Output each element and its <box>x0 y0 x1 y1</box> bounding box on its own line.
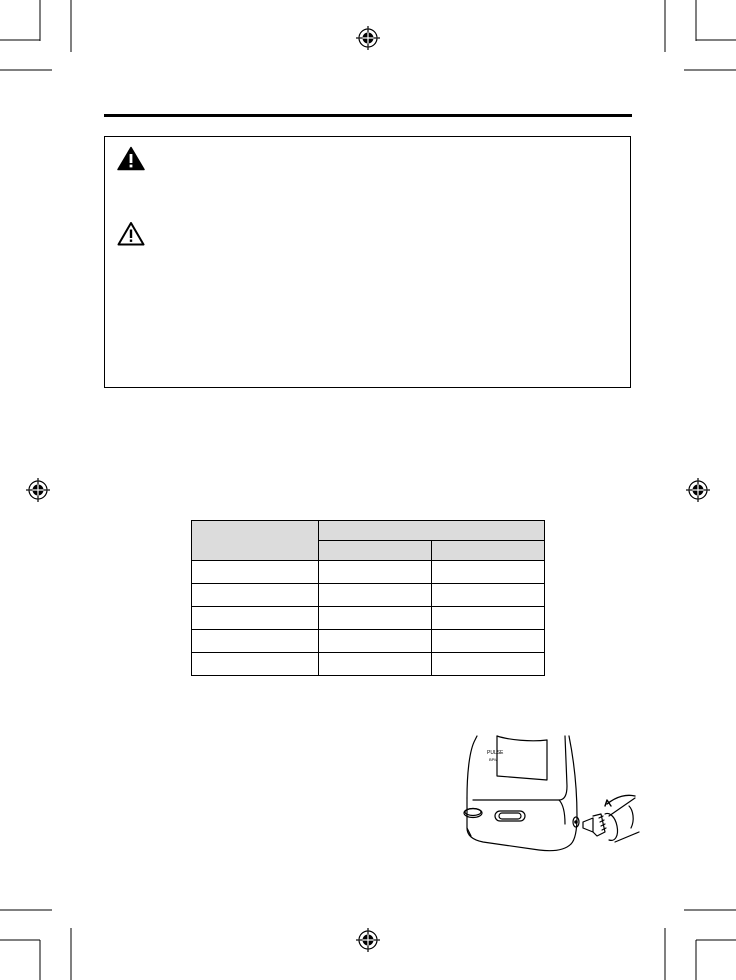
device-connector-illustration <box>459 736 639 861</box>
table-row <box>192 584 545 607</box>
header-rule <box>104 114 632 117</box>
registration-mark-top <box>356 26 380 50</box>
registration-mark-right <box>686 478 710 502</box>
table-row <box>192 607 545 630</box>
table-row <box>192 630 545 653</box>
table-header-cell <box>432 541 545 561</box>
warning-triangle-filled-icon <box>117 146 145 171</box>
warning-box <box>104 136 631 388</box>
caution-triangle-outline-icon <box>117 221 145 246</box>
table-row <box>192 653 545 676</box>
registration-mark-bottom <box>356 928 380 952</box>
table-header-cell <box>192 521 319 561</box>
table-header-cell <box>319 521 545 541</box>
registration-mark-left <box>26 478 50 502</box>
table-row <box>192 561 545 584</box>
size-table <box>191 520 545 676</box>
bpm-label: BPM <box>489 757 498 762</box>
table-header-cell <box>319 541 432 561</box>
pulse-label: PULSE <box>487 750 504 756</box>
